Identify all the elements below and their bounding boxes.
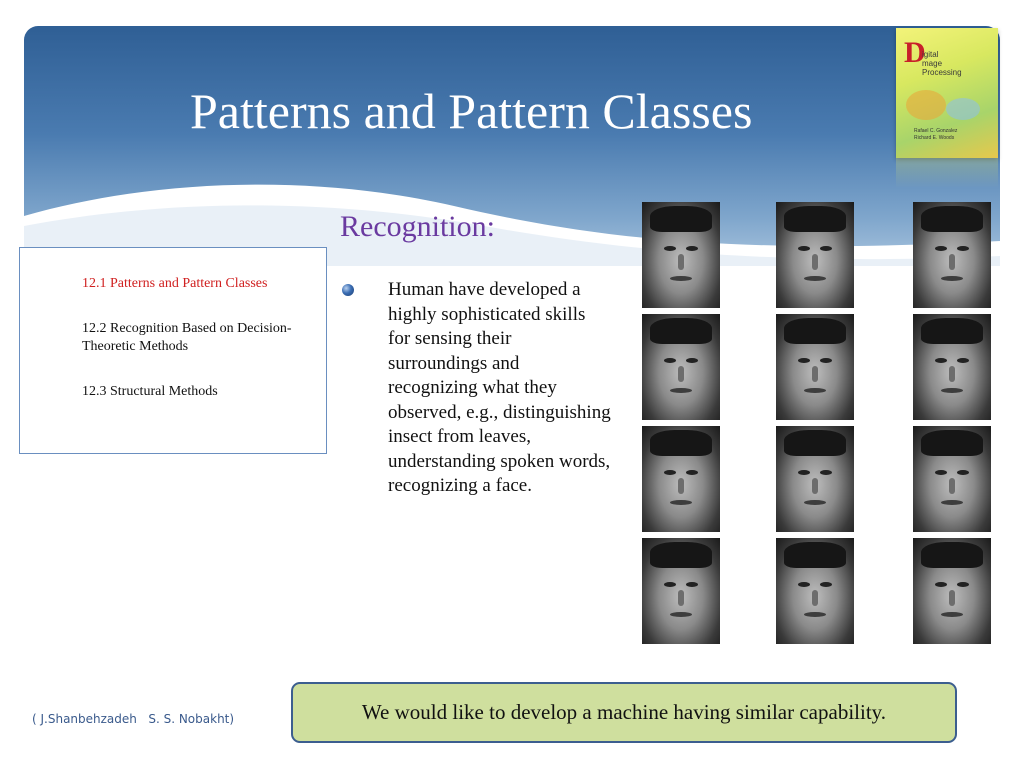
face-photo (913, 426, 991, 532)
face-photo (776, 426, 854, 532)
toc-item-12-3[interactable]: 12.3 Structural Methods (82, 384, 218, 399)
face-photo (642, 314, 720, 420)
book-cover-letter: D (904, 36, 926, 69)
toc-item-12-2[interactable]: 12.2 Recognition Based on Decision-Theoretic Methods (82, 321, 292, 354)
book-cover-art (946, 98, 980, 120)
face-photo (642, 426, 720, 532)
table-of-contents (19, 247, 327, 454)
bullet-icon (342, 284, 354, 296)
face-photo (913, 314, 991, 420)
face-photo (642, 202, 720, 308)
book-cover-reflection (896, 158, 998, 188)
bullet-text: Human have developed a highly sophisticated skills for sensing their surroundings and recognizing what they observed, e.g., distinguishing insect from leaves, understanding spoken words, recognizing a face. (388, 279, 611, 496)
book-cover-authors: Rafael C. Gonzalez Richard E. Woods (914, 128, 958, 141)
face-photo (642, 538, 720, 644)
face-photo (913, 538, 991, 644)
face-photo (913, 202, 991, 308)
face-photo (776, 314, 854, 420)
book-cover-title: igital mage Processing (922, 50, 962, 77)
face-photo (776, 202, 854, 308)
callout-text: We would like to develop a machine having similar capability. (361, 700, 887, 724)
faces-grid (640, 198, 996, 646)
book-cover-art (906, 90, 946, 120)
toc-item-12-1[interactable]: 12.1 Patterns and Pattern Classes (82, 276, 268, 291)
face-photo (776, 538, 854, 644)
slide-subtitle: Recognition: (340, 210, 495, 243)
footer-credit: ( J.Shanbehzadeh S. S. Nobakht) (32, 712, 235, 726)
slide-title: Patterns and Pattern Classes (190, 83, 753, 139)
callout-box (291, 682, 957, 743)
book-cover-image (896, 28, 998, 158)
